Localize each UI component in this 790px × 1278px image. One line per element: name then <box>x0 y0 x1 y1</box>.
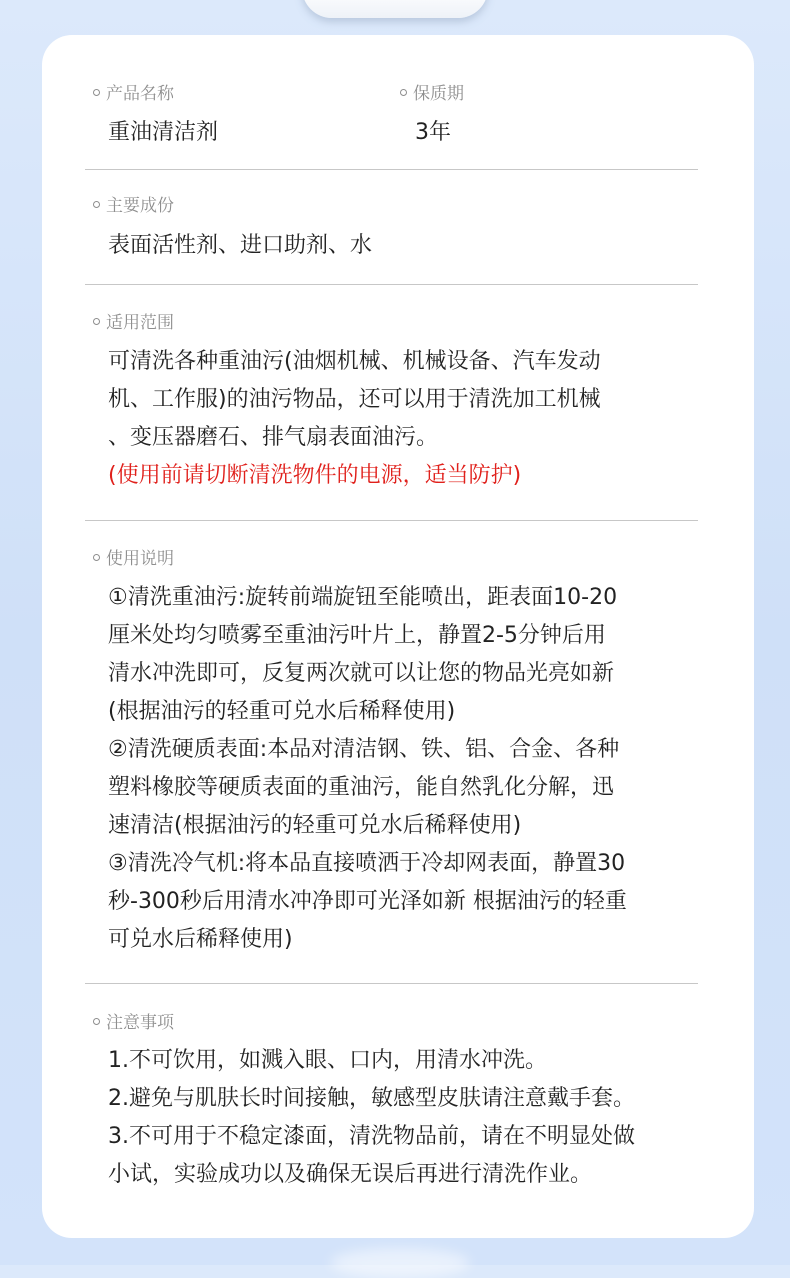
note-line: 小试，实验成功以及确保无误后再进行清洗作业。 <box>108 1162 593 1187</box>
usage-label: 使用说明 <box>93 548 174 570</box>
shelf-life-value: 3年 <box>415 120 451 145</box>
bullet-circle-icon <box>93 318 100 325</box>
bullet-circle-icon <box>93 89 100 96</box>
ingredients-label: 主要成份 <box>93 195 174 217</box>
spec-card <box>42 35 754 1238</box>
scope-line: 可清洗各种重油污(油烟机械、机械设备、汽车发动 <box>108 349 601 374</box>
note-line: 3.不可用于不稳定漆面，清洗物品前，请在不明显处做 <box>108 1124 635 1149</box>
product-name-label: 产品名称 <box>93 83 174 105</box>
usage-line: 塑料橡胶等硬质表面的重油污，能自然乳化分解，迅 <box>108 775 615 800</box>
bullet-circle-icon <box>93 554 100 561</box>
usage-line: 厘米处均匀喷雾至重油污叶片上，静置2-5分钟后用 <box>108 623 606 648</box>
note-line: 1.不可饮用，如溅入眼、口内，用清水冲洗。 <box>108 1048 547 1073</box>
usage-line: ①清洗重油污:旋转前端旋钮至能喷出，距表面10-20 <box>108 585 618 610</box>
bottom-glow <box>330 1248 470 1278</box>
product-name-value: 重油清洁剂 <box>108 120 219 145</box>
usage-line: ②清洗硬质表面:本品对清洁钢、铁、铝、合金、各种 <box>108 737 620 762</box>
shelf-life-label: 保质期 <box>400 83 464 105</box>
divider <box>85 169 698 170</box>
divider <box>85 520 698 521</box>
scope-line: 、变压器磨石、排气扇表面油污。 <box>108 425 439 450</box>
usage-line: ③清洗冷气机:将本品直接喷洒于冷却网表面，静置30 <box>108 851 626 876</box>
notes-label: 注意事项 <box>93 1012 174 1034</box>
scope-line: 机、工作服)的油污物品，还可以用于清洗加工机械 <box>108 387 601 412</box>
scope-warning: (使用前请切断清洗物件的电源，适当防护) <box>108 463 522 488</box>
divider <box>85 983 698 984</box>
usage-line: 速清洁(根据油污的轻重可兑水后稀释使用) <box>108 813 522 838</box>
bullet-circle-icon <box>93 201 100 208</box>
product-bottle-cap <box>302 0 488 18</box>
scope-label: 适用范围 <box>93 312 174 334</box>
bullet-circle-icon <box>93 1018 100 1025</box>
divider <box>85 284 698 285</box>
usage-line: (根据油污的轻重可兑水后稀释使用) <box>108 699 456 724</box>
note-line: 2.避免与肌肤长时间接触，敏感型皮肤请注意戴手套。 <box>108 1086 635 1111</box>
ingredients-value: 表面活性剂、进口助剂、水 <box>108 233 373 258</box>
usage-line: 清水冲洗即可，反复两次就可以让您的物品光亮如新 <box>108 661 615 686</box>
usage-line: 可兑水后稀释使用) <box>108 927 293 952</box>
usage-line: 秒-300秒后用清水冲净即可光泽如新 根据油污的轻重 <box>108 889 627 914</box>
bullet-circle-icon <box>400 89 407 96</box>
